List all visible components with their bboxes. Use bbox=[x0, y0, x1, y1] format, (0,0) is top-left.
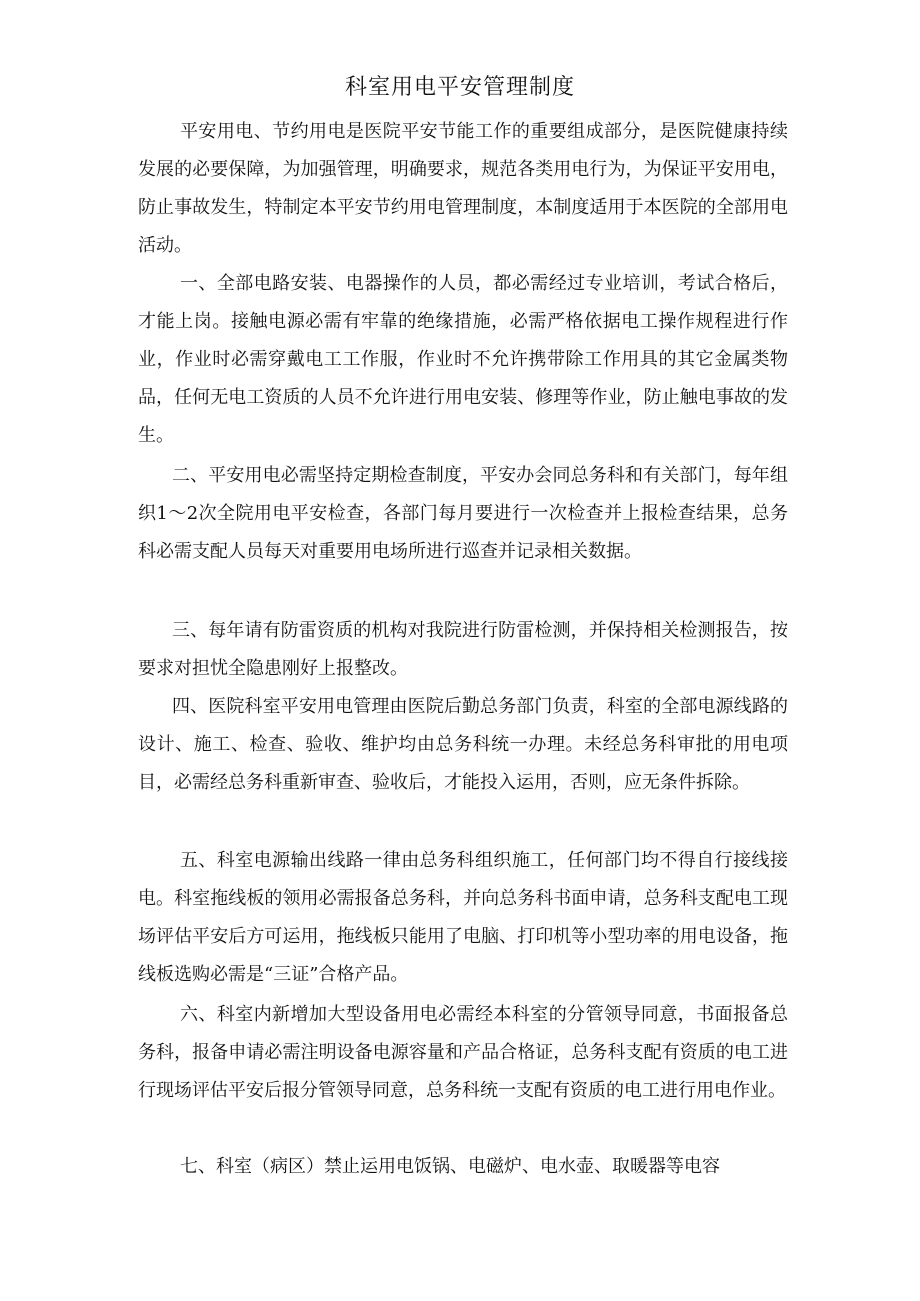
paragraph-clause-5: 五、科室电源输出线路一律由总务科组织施工，任何部门均不得自行接线接电。科室拖线板的领用必需报备总务科，并向总务科书面申请，总务科支配电工现场评估平安后方可运用，拖线板只能用了电脑、打印机等小型功率的用电设备，拖线板选购必需是“三证”合格产品。 bbox=[138, 850, 788, 985]
document-title: 科室用电平安管理制度 bbox=[344, 75, 575, 100]
paragraph-clause-4: 四、医院科室平安用电管理由医院后勤总务部门负责，科室的全部电源线路的设计、施工、检查、验收、维护均由总务科统一办理。未经总务科审批的用电项目，必需经总务科重新审查、验收后，才能投入运用，否则，应无条件拆除。 bbox=[138, 696, 788, 793]
paragraph-clause-1: 一、全部电路安装、电器操作的人员，都必需经过专业培训，考试合格后，才能上岗。接触电源必需有牢靠的绝缘措施，必需严格依据电工操作规程进行作业，作业时必需穿戴电工工作服，作业时不允许携带除工作用具的其它金属类物品，任何无电工资质的人员不允许进行用电安装、修理等作业，防止触电事故的发生。 bbox=[138, 273, 788, 446]
paragraph-clause-2: 二、平安用电必需坚持定期检查制度，平安办会同总务科和有关部门，每年组织1～2次全院用电平安检查，各部门每月要进行一次检查并上报检查结果，总务科必需支配人员每天对重要用电场所进行巡查并记录相关数据。 bbox=[138, 465, 788, 562]
paragraph-clause-7: 七、科室（病区）禁止运用电饭锅、电磁炉、电水壶、取暖器等电容 bbox=[180, 1156, 720, 1177]
paragraph-intro: 平安用电、节约用电是医院平安节能工作的重要组成部分，是医院健康持续发展的必要保障，为加强管理，明确要求，规范各类用电行为，为保证平安用电，防止事故发生，特制定本平安节约用电管理制度，本制度适用于本医院的全部用电活动。 bbox=[138, 121, 788, 256]
paragraph-clause-3: 三、每年请有防雷资质的机构对我院进行防雷检测，并保持相关检测报告，按要求对担忧全隐患刚好上报整改。 bbox=[138, 620, 788, 679]
paragraph-clause-6: 六、科室内新增加大型设备用电必需经本科室的分管领导同意，书面报备总务科，报备申请必需注明设备电源容量和产品合格证，总务科支配有资质的电工进行现场评估平安后报分管领导同意，总务科统一支配有资质的电工进行用电作业。 bbox=[138, 1004, 788, 1101]
